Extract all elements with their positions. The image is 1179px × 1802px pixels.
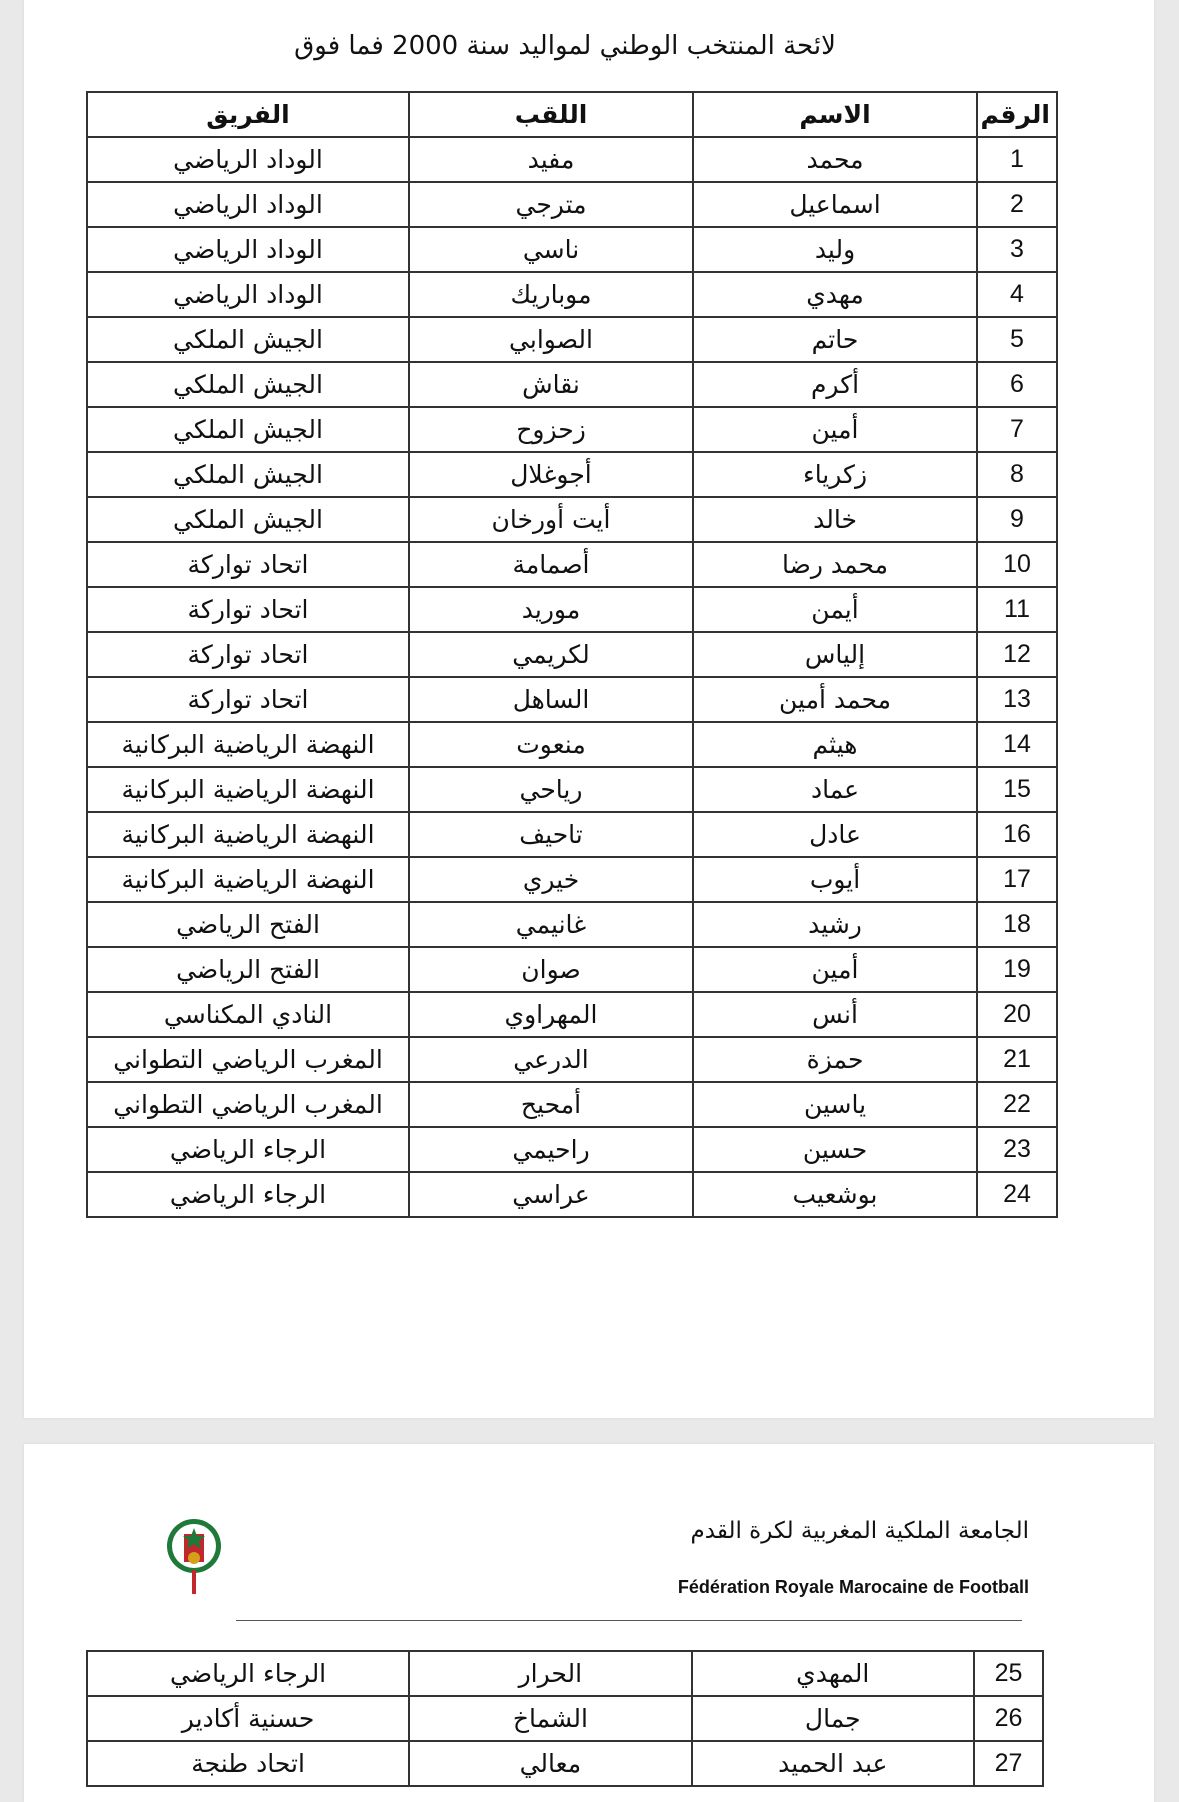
document-title: لائحة المنتخب الوطني لمواليد سنة 2000 فما فوق (294, 31, 836, 61)
cell-number: 18 (977, 902, 1057, 947)
cell-nickname: زحزوح (409, 407, 693, 452)
cell-nickname: معالي (409, 1741, 691, 1786)
cell-name: زكرياء (693, 452, 977, 497)
cell-team: النهضة الرياضية البركانية (87, 812, 409, 857)
table-row (87, 362, 1057, 407)
cell-name: محمد رضا (693, 542, 977, 587)
cell-nickname: نقاش (409, 362, 693, 407)
cell-nickname: ناسي (409, 227, 693, 272)
cell-nickname: مترجي (409, 182, 693, 227)
cell-nickname: غانيمي (409, 902, 693, 947)
cell-nickname: موريد (409, 587, 693, 632)
cell-name: أنس (693, 992, 977, 1037)
table-row (87, 1172, 1057, 1217)
table-row (87, 902, 1057, 947)
cell-number: 9 (977, 497, 1057, 542)
cell-name: هيثم (693, 722, 977, 767)
cell-name: خالد (693, 497, 977, 542)
cell-nickname: لكريمي (409, 632, 693, 677)
table-row (87, 452, 1057, 497)
cell-nickname: أيت أورخان (409, 497, 693, 542)
players-table-page-1 (86, 91, 1058, 1218)
cell-nickname: الحرار (409, 1651, 691, 1696)
cell-number: 8 (977, 452, 1057, 497)
table-row (87, 317, 1057, 362)
table-row (87, 1037, 1057, 1082)
table-row (87, 587, 1057, 632)
table-row (87, 1651, 1043, 1696)
table-row (87, 1127, 1057, 1172)
cell-team: اتحاد تواركة (87, 542, 409, 587)
table-row (87, 272, 1057, 317)
header-name: الاسم (693, 92, 977, 137)
cell-team: المغرب الرياضي التطواني (87, 1082, 409, 1127)
cell-team: الجيش الملكي (87, 362, 409, 407)
cell-number: 16 (977, 812, 1057, 857)
cell-name: أمين (693, 407, 977, 452)
cell-number: 21 (977, 1037, 1057, 1082)
cell-number: 13 (977, 677, 1057, 722)
cell-team: الجيش الملكي (87, 452, 409, 497)
cell-team: الرجاء الرياضي (87, 1651, 409, 1696)
table-row (87, 992, 1057, 1037)
cell-nickname: مفيد (409, 137, 693, 182)
cell-number: 15 (977, 767, 1057, 812)
cell-number: 25 (974, 1651, 1043, 1696)
cell-nickname: خيري (409, 857, 693, 902)
cell-nickname: موباريك (409, 272, 693, 317)
cell-nickname: منعوت (409, 722, 693, 767)
cell-nickname: الشماخ (409, 1696, 691, 1741)
cell-name: عبد الحميد (692, 1741, 974, 1786)
cell-number: 11 (977, 587, 1057, 632)
table-row (87, 767, 1057, 812)
cell-number: 23 (977, 1127, 1057, 1172)
cell-nickname: عراسي (409, 1172, 693, 1217)
table-row (87, 632, 1057, 677)
cell-number: 12 (977, 632, 1057, 677)
table-row (87, 497, 1057, 542)
federation-name-arabic: الجامعة الملكية المغربية لكرة القدم (690, 1518, 1029, 1544)
cell-number: 26 (974, 1696, 1043, 1741)
cell-team: الجيش الملكي (87, 497, 409, 542)
header-divider (236, 1620, 1022, 1621)
cell-number: 3 (977, 227, 1057, 272)
cell-number: 5 (977, 317, 1057, 362)
cell-name: حاتم (693, 317, 977, 362)
cell-number: 24 (977, 1172, 1057, 1217)
cell-nickname: صوان (409, 947, 693, 992)
cell-name: رشيد (693, 902, 977, 947)
table-row (87, 182, 1057, 227)
cell-number: 20 (977, 992, 1057, 1037)
cell-name: مهدي (693, 272, 977, 317)
cell-name: عماد (693, 767, 977, 812)
table-row (87, 857, 1057, 902)
table-row (87, 542, 1057, 587)
table-header-row (87, 92, 1057, 137)
cell-team: اتحاد تواركة (87, 587, 409, 632)
cell-nickname: أمحيح (409, 1082, 693, 1127)
cell-nickname: الصوابي (409, 317, 693, 362)
cell-number: 22 (977, 1082, 1057, 1127)
cell-number: 19 (977, 947, 1057, 992)
cell-number: 2 (977, 182, 1057, 227)
table-row (87, 1696, 1043, 1741)
cell-team: الوداد الرياضي (87, 137, 409, 182)
table-row (87, 407, 1057, 452)
cell-number: 17 (977, 857, 1057, 902)
cell-name: المهدي (692, 1651, 974, 1696)
cell-nickname: أجوغلال (409, 452, 693, 497)
cell-team: الرجاء الرياضي (87, 1172, 409, 1217)
cell-number: 14 (977, 722, 1057, 767)
cell-name: محمد أمين (693, 677, 977, 722)
cell-name: أكرم (693, 362, 977, 407)
cell-team: اتحاد طنجة (87, 1741, 409, 1786)
cell-team: الفتح الرياضي (87, 902, 409, 947)
cell-team: النادي المكناسي (87, 992, 409, 1037)
table-row (87, 1082, 1057, 1127)
cell-name: محمد (693, 137, 977, 182)
players-table-page-2 (86, 1650, 1044, 1787)
cell-name: وليد (693, 227, 977, 272)
cell-team: المغرب الرياضي التطواني (87, 1037, 409, 1082)
header-team: الفريق (87, 92, 409, 137)
cell-name: أمين (693, 947, 977, 992)
cell-team: الرجاء الرياضي (87, 1127, 409, 1172)
cell-team: اتحاد تواركة (87, 632, 409, 677)
cell-team: الفتح الرياضي (87, 947, 409, 992)
frmf-crest-icon (160, 1512, 228, 1596)
cell-nickname: أصمامة (409, 542, 693, 587)
table-row (87, 1741, 1043, 1786)
table-row (87, 227, 1057, 272)
cell-number: 10 (977, 542, 1057, 587)
cell-name: جمال (692, 1696, 974, 1741)
cell-name: أيمن (693, 587, 977, 632)
table-row (87, 947, 1057, 992)
table-row (87, 137, 1057, 182)
cell-nickname: تاحيف (409, 812, 693, 857)
cell-nickname: راحيمي (409, 1127, 693, 1172)
cell-name: حسين (693, 1127, 977, 1172)
cell-name: عادل (693, 812, 977, 857)
header-number: الرقم (977, 92, 1057, 137)
cell-team: حسنية أكادير (87, 1696, 409, 1741)
cell-team: الوداد الرياضي (87, 227, 409, 272)
cell-nickname: الدرعي (409, 1037, 693, 1082)
cell-number: 27 (974, 1741, 1043, 1786)
cell-team: النهضة الرياضية البركانية (87, 767, 409, 812)
cell-name: أيوب (693, 857, 977, 902)
cell-team: اتحاد تواركة (87, 677, 409, 722)
cell-name: ياسين (693, 1082, 977, 1127)
cell-number: 1 (977, 137, 1057, 182)
cell-name: إلياس (693, 632, 977, 677)
cell-nickname: المهراوي (409, 992, 693, 1037)
table-row (87, 722, 1057, 767)
cell-team: الوداد الرياضي (87, 182, 409, 227)
cell-team: النهضة الرياضية البركانية (87, 722, 409, 767)
cell-team: النهضة الرياضية البركانية (87, 857, 409, 902)
cell-number: 4 (977, 272, 1057, 317)
cell-team: الجيش الملكي (87, 407, 409, 452)
header-nickname: اللقب (409, 92, 693, 137)
cell-number: 6 (977, 362, 1057, 407)
cell-nickname: رياحي (409, 767, 693, 812)
cell-team: الجيش الملكي (87, 317, 409, 362)
cell-name: اسماعيل (693, 182, 977, 227)
federation-name-french: Fédération Royale Marocaine de Football (677, 1577, 1029, 1597)
table-row (87, 677, 1057, 722)
table-row (87, 812, 1057, 857)
cell-team: الوداد الرياضي (87, 272, 409, 317)
cell-nickname: الساهل (409, 677, 693, 722)
cell-name: حمزة (693, 1037, 977, 1082)
cell-number: 7 (977, 407, 1057, 452)
cell-name: بوشعيب (693, 1172, 977, 1217)
